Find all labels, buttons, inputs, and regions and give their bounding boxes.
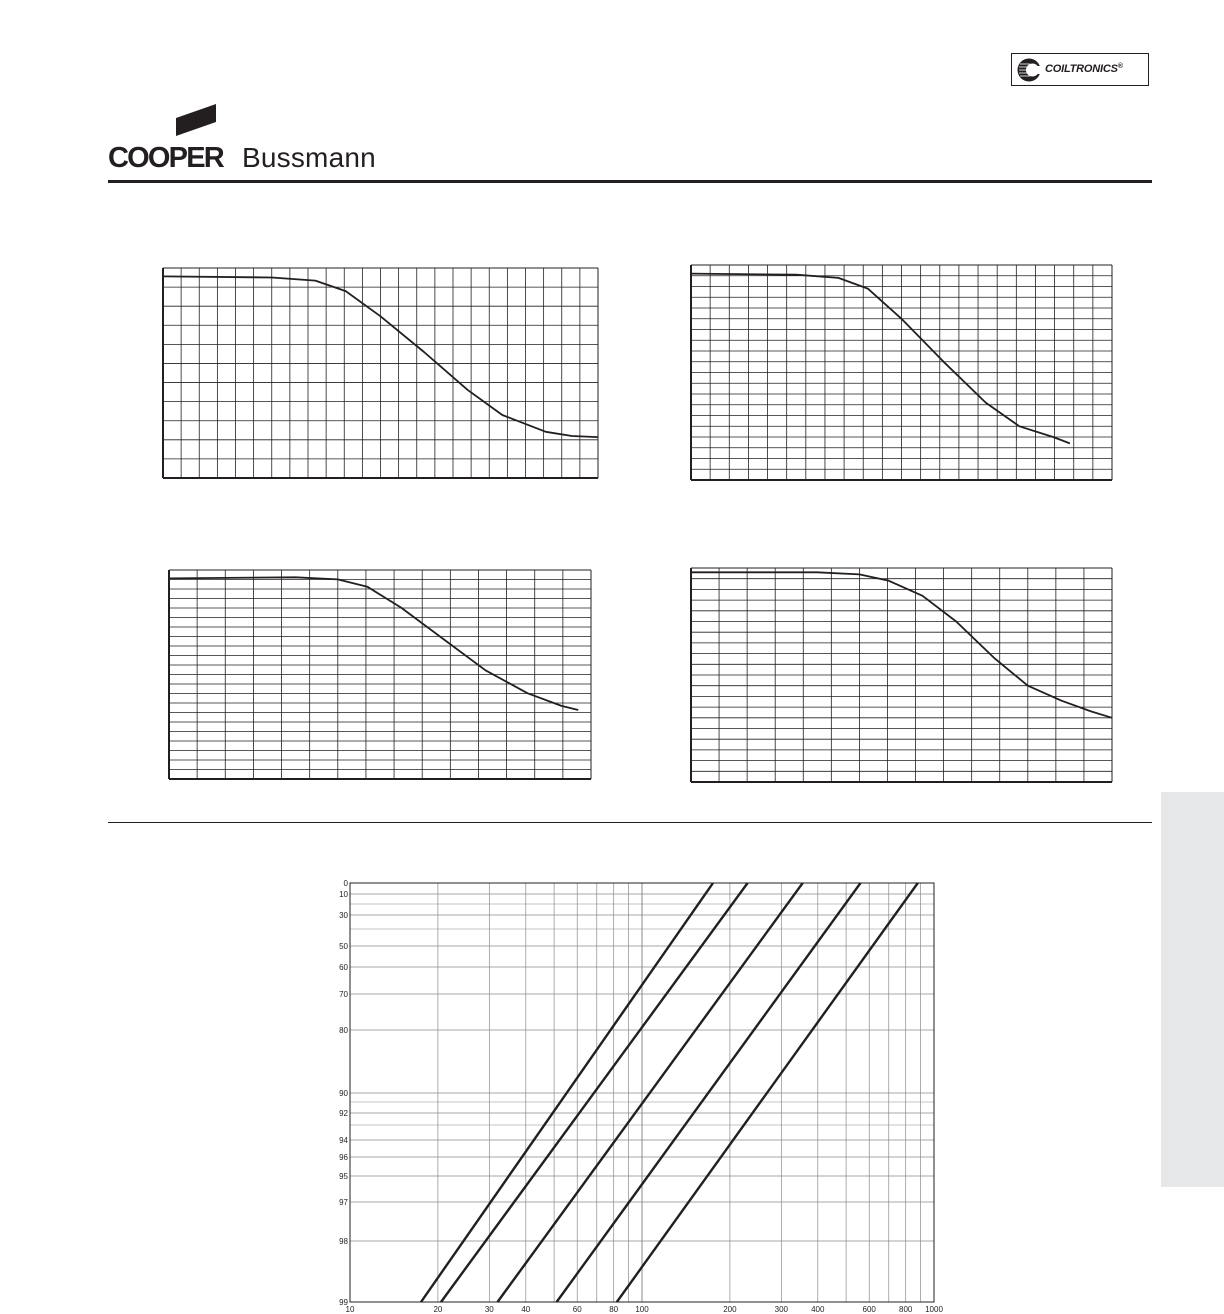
y-tick-label: 94	[339, 1136, 348, 1145]
x-tick-label: 20	[433, 1305, 443, 1314]
x-tick-label: 10	[345, 1305, 355, 1314]
y-tick-label: 10	[339, 890, 348, 899]
x-tick-label: 300	[774, 1305, 788, 1314]
curve-bottom-left	[169, 570, 591, 779]
y-tick-label: 60	[339, 963, 348, 972]
derating-curve-line	[691, 274, 1070, 444]
y-tick-label: 70	[339, 990, 348, 999]
coiltronics-text: COILTRONICS	[1045, 63, 1118, 75]
x-tick-label: 80	[609, 1305, 619, 1314]
y-tick-label: 97	[339, 1198, 348, 1207]
x-tick-label: 100	[635, 1305, 649, 1314]
y-tick-label: 80	[339, 1026, 348, 1035]
y-tick-label: 98	[339, 1237, 348, 1246]
curve-top-right	[691, 265, 1112, 480]
x-tick-label: 800	[899, 1305, 913, 1314]
x-tick-label: 400	[811, 1305, 825, 1314]
curve-top-left	[163, 268, 598, 478]
y-tick-label: 99	[339, 1298, 348, 1307]
y-tick-label: 0	[343, 879, 348, 888]
derating-curve-line	[691, 572, 1112, 718]
derating-curve-line	[169, 577, 578, 710]
x-tick-label: 1000	[925, 1305, 943, 1314]
y-tick-label: 50	[339, 942, 348, 951]
curve-bottom-right	[691, 568, 1112, 782]
brand-bussmann: Bussmann	[242, 142, 376, 173]
x-tick-label: 200	[723, 1305, 737, 1314]
y-tick-label: 30	[339, 911, 348, 920]
brand-cooper: COOPER	[108, 142, 223, 174]
y-tick-label: 90	[339, 1089, 348, 1098]
derating-charts	[163, 265, 1112, 782]
x-tick-label: 30	[484, 1305, 494, 1314]
y-tick-label: 92	[339, 1109, 348, 1118]
x-tick-label: 600	[862, 1305, 876, 1314]
registered-mark: ®	[1117, 63, 1123, 70]
y-tick-label: 96	[339, 1153, 348, 1162]
x-tick-label: 60	[572, 1305, 582, 1314]
probability-chart	[339, 879, 943, 1314]
x-tick-label: 40	[521, 1305, 531, 1314]
y-tick-label: 95	[339, 1172, 348, 1181]
